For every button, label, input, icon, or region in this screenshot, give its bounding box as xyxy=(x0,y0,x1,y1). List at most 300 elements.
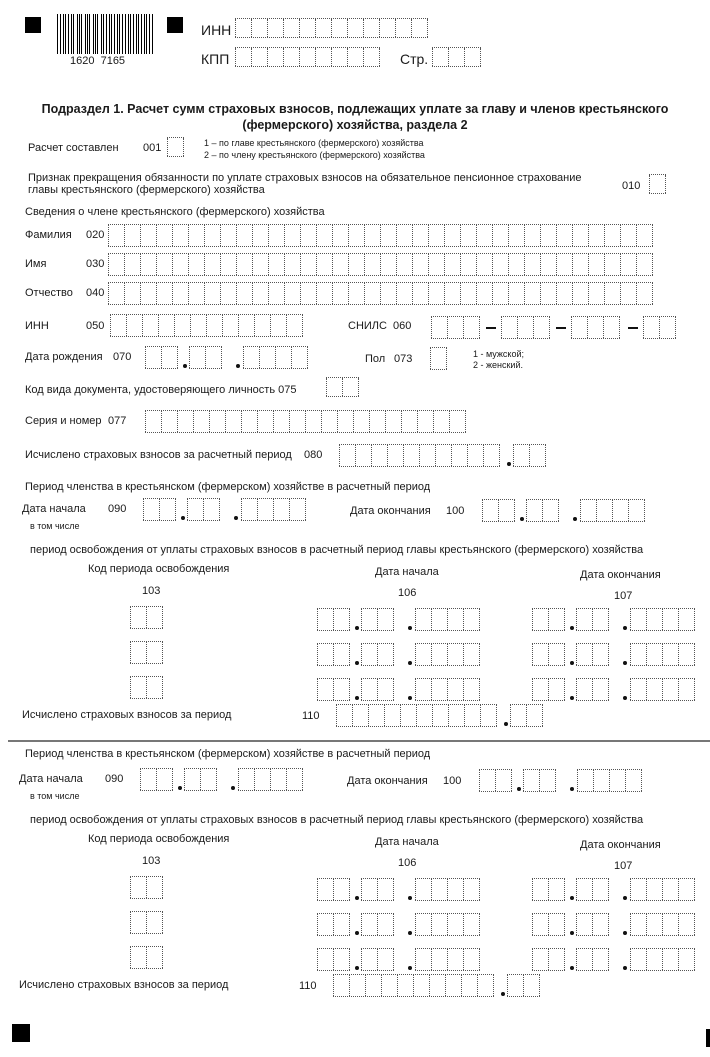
cell[interactable] xyxy=(592,914,609,935)
cell[interactable] xyxy=(587,317,603,338)
cell[interactable] xyxy=(364,225,380,246)
cell[interactable] xyxy=(140,283,156,304)
start-date-month[interactable] xyxy=(184,768,217,791)
cell[interactable] xyxy=(321,411,337,432)
cell[interactable] xyxy=(377,879,394,900)
cell[interactable] xyxy=(146,912,163,933)
cell[interactable] xyxy=(184,769,200,790)
cell[interactable] xyxy=(241,411,257,432)
cell[interactable] xyxy=(495,770,512,791)
cell[interactable] xyxy=(431,914,447,935)
cell[interactable] xyxy=(140,254,156,275)
cell[interactable] xyxy=(508,254,524,275)
end-date-month[interactable] xyxy=(526,499,559,522)
cell[interactable] xyxy=(524,225,540,246)
cell[interactable] xyxy=(254,315,270,336)
cell[interactable] xyxy=(517,317,533,338)
cell[interactable] xyxy=(380,283,396,304)
cell[interactable] xyxy=(678,679,695,700)
cell[interactable] xyxy=(188,225,204,246)
cell[interactable] xyxy=(317,609,333,630)
cell[interactable] xyxy=(236,283,252,304)
total-amount-rubles[interactable] xyxy=(333,974,494,997)
cell[interactable] xyxy=(252,254,268,275)
cell[interactable] xyxy=(415,914,431,935)
cell[interactable] xyxy=(479,770,495,791)
cell[interactable] xyxy=(467,445,483,466)
exemption-end-date-year[interactable] xyxy=(630,878,695,901)
cell[interactable] xyxy=(352,705,368,726)
cell[interactable] xyxy=(412,254,428,275)
cell[interactable] xyxy=(361,879,377,900)
cell[interactable] xyxy=(428,283,444,304)
cell[interactable] xyxy=(251,48,267,66)
cell[interactable] xyxy=(348,225,364,246)
cell[interactable] xyxy=(361,609,377,630)
cell[interactable] xyxy=(361,914,377,935)
cell[interactable] xyxy=(289,499,306,520)
cell[interactable] xyxy=(268,283,284,304)
cell[interactable] xyxy=(540,254,556,275)
cell[interactable] xyxy=(339,445,355,466)
cell[interactable] xyxy=(542,500,559,521)
exemption-start-date-day[interactable] xyxy=(317,678,350,701)
cell[interactable] xyxy=(364,283,380,304)
cell[interactable] xyxy=(130,607,146,628)
exemption-start-date-day[interactable] xyxy=(317,643,350,666)
cell[interactable] xyxy=(108,254,124,275)
cell[interactable] xyxy=(342,378,359,396)
cell[interactable] xyxy=(167,138,184,156)
cell[interactable] xyxy=(604,254,620,275)
cell[interactable] xyxy=(284,225,300,246)
cell[interactable] xyxy=(203,499,220,520)
cell[interactable] xyxy=(317,879,333,900)
exemption-start-date-year[interactable] xyxy=(415,643,480,666)
cell[interactable] xyxy=(333,879,350,900)
cell[interactable] xyxy=(548,879,565,900)
exemption-start-date-day[interactable] xyxy=(317,608,350,631)
cell[interactable] xyxy=(483,445,500,466)
cell[interactable] xyxy=(588,225,604,246)
header-inn-field[interactable] xyxy=(235,18,428,38)
cell[interactable] xyxy=(204,254,220,275)
cell[interactable] xyxy=(548,644,565,665)
cell[interactable] xyxy=(161,347,178,368)
cell[interactable] xyxy=(556,254,572,275)
cell[interactable] xyxy=(630,609,646,630)
cell[interactable] xyxy=(130,877,146,898)
cell[interactable] xyxy=(156,283,172,304)
birth-date-month[interactable] xyxy=(189,346,222,369)
cell[interactable] xyxy=(646,879,662,900)
cell[interactable] xyxy=(204,283,220,304)
cell[interactable] xyxy=(480,705,497,726)
cell[interactable] xyxy=(592,644,609,665)
exemption-start-date-month[interactable] xyxy=(361,948,394,971)
cell[interactable] xyxy=(236,254,252,275)
cell[interactable] xyxy=(377,644,394,665)
cell[interactable] xyxy=(172,225,188,246)
exemption-end-date-day[interactable] xyxy=(532,608,565,631)
cell[interactable] xyxy=(316,254,332,275)
cell[interactable] xyxy=(580,500,596,521)
cell[interactable] xyxy=(236,225,252,246)
end-date-year[interactable] xyxy=(580,499,645,522)
cell[interactable] xyxy=(501,317,517,338)
cell[interactable] xyxy=(415,879,431,900)
exemption-start-date-month[interactable] xyxy=(361,913,394,936)
cell[interactable] xyxy=(463,879,480,900)
cell[interactable] xyxy=(678,609,695,630)
cell[interactable] xyxy=(593,770,609,791)
exemption-start-date-year[interactable] xyxy=(415,878,480,901)
exemption-start-date-day[interactable] xyxy=(317,948,350,971)
cell[interactable] xyxy=(430,348,447,369)
cell[interactable] xyxy=(609,770,625,791)
cell[interactable] xyxy=(431,609,447,630)
cell[interactable] xyxy=(286,315,303,336)
cell[interactable] xyxy=(412,225,428,246)
cell[interactable] xyxy=(397,975,413,996)
cell[interactable] xyxy=(361,679,377,700)
cell[interactable] xyxy=(592,949,609,970)
cell[interactable] xyxy=(532,879,548,900)
cell[interactable] xyxy=(482,500,498,521)
exemption-end-date-month[interactable] xyxy=(576,678,609,701)
total-amount-kopecks[interactable] xyxy=(510,704,543,727)
cell[interactable] xyxy=(177,411,193,432)
cell[interactable] xyxy=(143,499,159,520)
cell[interactable] xyxy=(678,914,695,935)
cell[interactable] xyxy=(401,411,417,432)
cell[interactable] xyxy=(548,679,565,700)
cell[interactable] xyxy=(209,411,225,432)
cell[interactable] xyxy=(532,679,548,700)
exemption-end-date-day[interactable] xyxy=(532,878,565,901)
cell[interactable] xyxy=(243,347,259,368)
cell[interactable] xyxy=(140,225,156,246)
cell[interactable] xyxy=(592,609,609,630)
cell[interactable] xyxy=(377,949,394,970)
cell[interactable] xyxy=(156,769,173,790)
cell[interactable] xyxy=(592,679,609,700)
cell[interactable] xyxy=(349,975,365,996)
exemption-code-field[interactable] xyxy=(130,876,163,899)
cell[interactable] xyxy=(187,499,203,520)
cell[interactable] xyxy=(353,411,369,432)
cell[interactable] xyxy=(254,769,270,790)
cell[interactable] xyxy=(415,679,431,700)
cell[interactable] xyxy=(415,609,431,630)
cell[interactable] xyxy=(337,411,353,432)
cell[interactable] xyxy=(252,225,268,246)
cell[interactable] xyxy=(241,499,257,520)
cell[interactable] xyxy=(507,975,523,996)
cell[interactable] xyxy=(146,677,163,698)
cell[interactable] xyxy=(347,48,363,66)
cell[interactable] xyxy=(572,254,588,275)
cell[interactable] xyxy=(508,283,524,304)
cell[interactable] xyxy=(130,912,146,933)
cell[interactable] xyxy=(572,225,588,246)
cell[interactable] xyxy=(283,19,299,37)
cell[interactable] xyxy=(332,254,348,275)
end-date-year[interactable] xyxy=(577,769,642,792)
cell[interactable] xyxy=(612,500,628,521)
cell[interactable] xyxy=(636,225,653,246)
calc-field[interactable] xyxy=(167,137,184,157)
exemption-end-date-year[interactable] xyxy=(630,948,695,971)
cell[interactable] xyxy=(284,254,300,275)
end-date-month[interactable] xyxy=(523,769,556,792)
cell[interactable] xyxy=(662,609,678,630)
cell[interactable] xyxy=(532,609,548,630)
cell[interactable] xyxy=(460,254,476,275)
cell[interactable] xyxy=(630,879,646,900)
start-date-day[interactable] xyxy=(140,768,173,791)
cell[interactable] xyxy=(286,769,303,790)
exemption-code-field[interactable] xyxy=(130,641,163,664)
cell[interactable] xyxy=(130,677,146,698)
cell[interactable] xyxy=(220,283,236,304)
exemption-start-date-day[interactable] xyxy=(317,878,350,901)
cell[interactable] xyxy=(646,914,662,935)
cell[interactable] xyxy=(220,225,236,246)
cell[interactable] xyxy=(524,254,540,275)
cell[interactable] xyxy=(417,411,433,432)
cell[interactable] xyxy=(333,975,349,996)
cell[interactable] xyxy=(381,975,397,996)
cell[interactable] xyxy=(532,914,548,935)
cell[interactable] xyxy=(571,317,587,338)
cell[interactable] xyxy=(540,225,556,246)
cell[interactable] xyxy=(649,175,666,193)
cell[interactable] xyxy=(476,283,492,304)
cell[interactable] xyxy=(476,225,492,246)
cell[interactable] xyxy=(460,283,476,304)
exemption-end-date-day[interactable] xyxy=(532,678,565,701)
exemption-start-date-month[interactable] xyxy=(361,643,394,666)
cell[interactable] xyxy=(533,317,550,338)
cell[interactable] xyxy=(662,914,678,935)
cell[interactable] xyxy=(451,445,467,466)
cell[interactable] xyxy=(283,48,299,66)
cell[interactable] xyxy=(463,609,480,630)
page-number-field[interactable] xyxy=(432,47,481,67)
cell[interactable] xyxy=(577,770,593,791)
cell[interactable] xyxy=(431,879,447,900)
cell[interactable] xyxy=(646,644,662,665)
cell[interactable] xyxy=(316,283,332,304)
cell[interactable] xyxy=(630,644,646,665)
cell[interactable] xyxy=(193,411,209,432)
cell[interactable] xyxy=(317,644,333,665)
exemption-code-field[interactable] xyxy=(130,606,163,629)
cell[interactable] xyxy=(220,254,236,275)
end-date-day[interactable] xyxy=(482,499,515,522)
exemption-end-date-year[interactable] xyxy=(630,643,695,666)
cell[interactable] xyxy=(190,315,206,336)
cell[interactable] xyxy=(636,283,653,304)
cell[interactable] xyxy=(643,317,659,338)
cell[interactable] xyxy=(428,225,444,246)
cell[interactable] xyxy=(299,48,315,66)
cell[interactable] xyxy=(604,283,620,304)
cell[interactable] xyxy=(447,679,463,700)
cell[interactable] xyxy=(268,225,284,246)
exemption-start-date-month[interactable] xyxy=(361,608,394,631)
cell[interactable] xyxy=(377,679,394,700)
cell[interactable] xyxy=(603,317,620,338)
cell[interactable] xyxy=(477,975,494,996)
cell[interactable] xyxy=(630,914,646,935)
cell[interactable] xyxy=(447,317,463,338)
cell[interactable] xyxy=(355,445,371,466)
exemption-end-date-day[interactable] xyxy=(532,948,565,971)
cell[interactable] xyxy=(156,254,172,275)
cell[interactable] xyxy=(124,225,140,246)
snils-field-part4[interactable] xyxy=(643,316,676,339)
cell[interactable] xyxy=(588,254,604,275)
cell[interactable] xyxy=(572,283,588,304)
cell[interactable] xyxy=(429,975,445,996)
cell[interactable] xyxy=(333,949,350,970)
cell[interactable] xyxy=(444,225,460,246)
cell[interactable] xyxy=(678,644,695,665)
birth-date-day[interactable] xyxy=(145,346,178,369)
cell[interactable] xyxy=(432,48,448,66)
cell[interactable] xyxy=(419,445,435,466)
exemption-end-date-year[interactable] xyxy=(630,608,695,631)
calculated-amount-kopecks[interactable] xyxy=(513,444,546,467)
cell[interactable] xyxy=(369,411,385,432)
cell[interactable] xyxy=(492,225,508,246)
cell[interactable] xyxy=(592,879,609,900)
cell[interactable] xyxy=(662,879,678,900)
cell[interactable] xyxy=(238,769,254,790)
termination-field[interactable] xyxy=(649,174,666,194)
cell[interactable] xyxy=(447,879,463,900)
cell[interactable] xyxy=(540,283,556,304)
cell[interactable] xyxy=(396,225,412,246)
cell[interactable] xyxy=(576,609,592,630)
inn-field[interactable] xyxy=(110,314,303,337)
exemption-end-date-month[interactable] xyxy=(576,878,609,901)
cell[interactable] xyxy=(464,705,480,726)
cell[interactable] xyxy=(416,705,432,726)
cell[interactable] xyxy=(620,283,636,304)
cell[interactable] xyxy=(145,411,161,432)
cell[interactable] xyxy=(447,644,463,665)
cell[interactable] xyxy=(159,499,176,520)
start-date-day[interactable] xyxy=(143,498,176,521)
cell[interactable] xyxy=(252,283,268,304)
cell[interactable] xyxy=(460,225,476,246)
cell[interactable] xyxy=(361,949,377,970)
cell[interactable] xyxy=(646,949,662,970)
cell[interactable] xyxy=(348,254,364,275)
cell[interactable] xyxy=(156,225,172,246)
cell[interactable] xyxy=(331,19,347,37)
cell[interactable] xyxy=(396,254,412,275)
cell[interactable] xyxy=(447,914,463,935)
cell[interactable] xyxy=(636,254,653,275)
cell[interactable] xyxy=(371,445,387,466)
cell[interactable] xyxy=(124,283,140,304)
exemption-end-date-day[interactable] xyxy=(532,643,565,666)
cell[interactable] xyxy=(526,500,542,521)
exemption-start-date-year[interactable] xyxy=(415,948,480,971)
cell[interactable] xyxy=(539,770,556,791)
exemption-end-date-year[interactable] xyxy=(630,913,695,936)
exemption-start-date-month[interactable] xyxy=(361,878,394,901)
cell[interactable] xyxy=(333,609,350,630)
cell[interactable] xyxy=(108,283,124,304)
cell[interactable] xyxy=(130,947,146,968)
cell[interactable] xyxy=(142,315,158,336)
exemption-end-date-day[interactable] xyxy=(532,913,565,936)
cell[interactable] xyxy=(523,975,540,996)
cell[interactable] xyxy=(498,500,515,521)
cell[interactable] xyxy=(206,315,222,336)
cell[interactable] xyxy=(333,679,350,700)
exemption-start-date-year[interactable] xyxy=(415,913,480,936)
cell[interactable] xyxy=(316,225,332,246)
cell[interactable] xyxy=(435,445,451,466)
cell[interactable] xyxy=(146,607,163,628)
cell[interactable] xyxy=(463,949,480,970)
cell[interactable] xyxy=(449,411,466,432)
cell[interactable] xyxy=(431,644,447,665)
cell[interactable] xyxy=(267,48,283,66)
start-date-year[interactable] xyxy=(238,768,303,791)
cell[interactable] xyxy=(110,315,126,336)
cell[interactable] xyxy=(158,315,174,336)
cell[interactable] xyxy=(576,644,592,665)
cell[interactable] xyxy=(448,705,464,726)
cell[interactable] xyxy=(188,254,204,275)
cell[interactable] xyxy=(315,19,331,37)
cell[interactable] xyxy=(576,879,592,900)
cell[interactable] xyxy=(444,254,460,275)
cell[interactable] xyxy=(275,347,291,368)
cell[interactable] xyxy=(395,19,411,37)
cell[interactable] xyxy=(172,283,188,304)
cell[interactable] xyxy=(548,609,565,630)
cell[interactable] xyxy=(625,770,642,791)
cell[interactable] xyxy=(492,254,508,275)
cell[interactable] xyxy=(604,225,620,246)
cell[interactable] xyxy=(576,949,592,970)
cell[interactable] xyxy=(433,411,449,432)
cell[interactable] xyxy=(431,317,447,338)
cell[interactable] xyxy=(259,347,275,368)
cell[interactable] xyxy=(331,48,347,66)
cell[interactable] xyxy=(659,317,676,338)
cell[interactable] xyxy=(620,254,636,275)
cell[interactable] xyxy=(347,19,363,37)
cell[interactable] xyxy=(380,254,396,275)
start-date-month[interactable] xyxy=(187,498,220,521)
cell[interactable] xyxy=(510,705,526,726)
snils-field-part2[interactable] xyxy=(501,316,550,339)
cell[interactable] xyxy=(315,48,331,66)
cell[interactable] xyxy=(556,225,572,246)
cell[interactable] xyxy=(412,283,428,304)
exemption-start-date-day[interactable] xyxy=(317,913,350,936)
cell[interactable] xyxy=(317,679,333,700)
